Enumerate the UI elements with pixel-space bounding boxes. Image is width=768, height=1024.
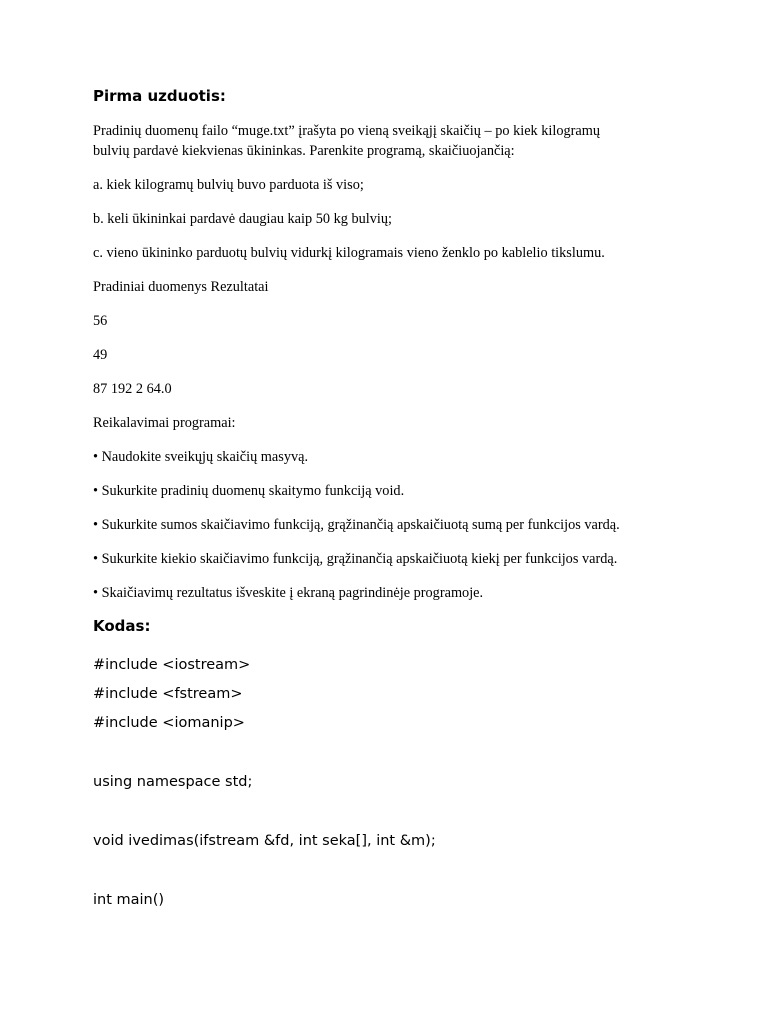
requirement-item: • Sukurkite sumos skaičiavimo funkciją, grąžinančią apskaičiuotą sumą per funkcijos vardą. [93, 517, 620, 533]
data-line-1: 56 [93, 313, 108, 329]
intro-line-1: Pradinių duomenų failo “muge.txt” įrašyta po vieną sveikąjį skaičių – po kiek kilogramų [93, 123, 601, 139]
data-line-3: 87 192 2 64.0 [93, 381, 172, 397]
requirement-item: • Skaičiavimų rezultatus išveskite į ekraną pagrindinėje programoje. [93, 585, 484, 601]
data-line-2: 49 [93, 347, 108, 363]
task-b: b. keli ūkininkai pardavė daugiau kaip 50 kg bulvių; [93, 211, 392, 227]
code-line: #include <fstream> [93, 686, 243, 702]
document-page [93, 86, 693, 910]
requirement-item: • Naudokite sveikųjų skaičių masyvą. [93, 449, 309, 465]
task-c: c. vieno ūkininko parduotų bulvių vidurkį kilogramais vieno ženklo po kablelio tikslumu. [93, 245, 605, 261]
requirements-title: Reikalavimai programai: [93, 415, 236, 431]
requirement-item: • Sukurkite pradinių duomenų skaitymo funkciją void. [93, 483, 405, 499]
intro-line-2: bulvių pardavė kiekvienas ūkininkas. Parenkite programą, skaičiuojančią: [93, 143, 515, 159]
code-line: #include <iostream> [93, 657, 251, 673]
section-title-task: Pirma uzduotis: [93, 87, 226, 105]
table-header: Pradiniai duomenys Rezultatai [93, 279, 269, 295]
code-line: #include <iomanip> [93, 715, 245, 731]
section-title-code: Kodas: [93, 617, 151, 635]
task-a: a. kiek kilogramų bulvių buvo parduota iš viso; [93, 177, 364, 193]
code-line: using namespace std; [93, 774, 253, 790]
code-line: void ivedimas(ifstream &fd, int seka[], int &m); [93, 833, 436, 849]
requirement-item: • Sukurkite kiekio skaičiavimo funkciją, grąžinančią apskaičiuotą kiekį per funkcijos vardą. [93, 551, 618, 567]
code-line: int main() [93, 892, 165, 908]
